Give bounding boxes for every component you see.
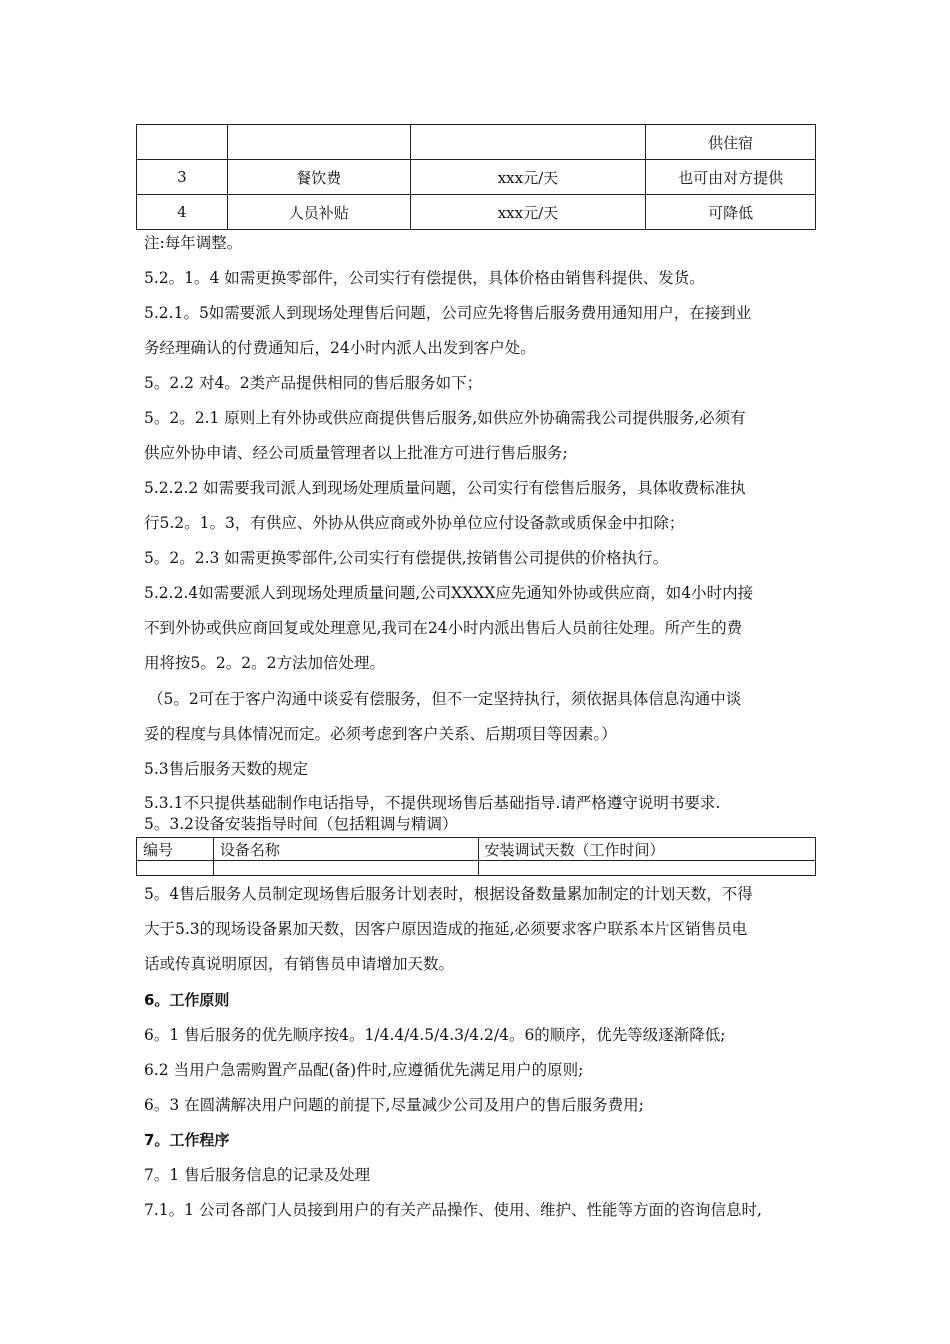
fee-table: [136, 124, 816, 230]
paragraph-line: 5.2。1。4 如需更换零部件，公司实行有偿提供，具体价格由销售科提供、发货。: [144, 269, 705, 287]
paragraph-line: 供应外协申请、经公司质量管理者以上批准方可进行售后服务;: [144, 444, 568, 462]
table-header-row: [137, 838, 816, 861]
paragraph-line: 妥的程度与具体情况而定。必须考虑到客户关系、后期项目等因素。）: [144, 725, 617, 743]
table-cell: [478, 861, 816, 876]
table-cell: [137, 125, 228, 160]
paragraph-line: 5.2.1。5如需要派人到现场处理售后问题，公司应先将售后服务费用通知用户，在接到业: [144, 304, 752, 322]
table-cell: 也可由对方提供: [646, 160, 816, 195]
table-row: [137, 195, 816, 230]
paragraph-line: 5.2.2.2 如需要我司派人到现场处理质量问题，公司实行有偿售后服务，具体收费标准执: [144, 479, 746, 497]
paragraph-line: 用将按5。2。2。2方法加倍处理。: [144, 654, 385, 672]
section-title: 5.3售后服务天数的规定: [144, 760, 309, 778]
paragraph-line: 5。2。2.1 原则上有外协或供应商提供售后服务,如供应外协确需我公司提供服务,必须有: [144, 409, 746, 427]
install-days-table: [136, 837, 816, 876]
paragraph-line: 5。2。2.3 如需更换零部件,公司实行有偿提供,按销售公司提供的价格执行。: [144, 549, 669, 567]
section-heading: 7。工作程序: [144, 1131, 230, 1149]
table-cell: 3: [137, 160, 228, 195]
paragraph-line: 5。4售后服务人员制定现场售后服务计划表时，根据设备数量累加制定的计划天数，不得: [144, 885, 753, 903]
table-header-cell: 编号: [137, 838, 214, 861]
paragraph-line: 6.2 当用户急需购置产品配(备)件时,应遵循优先满足用户的原则;: [144, 1061, 584, 1079]
paragraph-line: 5。2.2 对4。2类产品提供相同的售后服务如下；: [144, 374, 483, 392]
table-header-cell: 设备名称: [213, 838, 478, 861]
table-cell: 餐饮费: [227, 160, 410, 195]
table-cell: [410, 125, 646, 160]
section-heading: 6。工作原则: [144, 991, 230, 1009]
paragraph-line: 大于5.3的现场设备累加天数，因客户原因造成的拖延,必须要求客户联系本片区销售员电: [144, 920, 748, 938]
paragraph-line: 5.3.1不只提供基础制作电话指导，不提供现场售后基础指导.请严格遵守说明书要求.: [144, 794, 721, 812]
paragraph-line: 务经理确认的付费通知后，24小时内派人出发到客户处。: [144, 339, 536, 357]
note-line: 注:每年调整。: [144, 234, 243, 252]
paragraph-line: 6。1 售后服务的优先顺序按4。1/4.4/4.5/4.3/4.2/4。6的顺序，优先等级逐渐降低;: [144, 1026, 726, 1044]
paragraph-line: 行5.2。1。3，有供应、外协从供应商或外协单位应付设备款或质保金中扣除；: [144, 514, 685, 532]
table-cell: [213, 861, 478, 876]
paragraph-line: 6。3 在圆满解决用户问题的前提下,尽量减少公司及用户的售后服务费用;: [144, 1096, 644, 1114]
table-cell: xxx元/天: [410, 195, 646, 230]
table-row: [137, 125, 816, 160]
table-cell: 4: [137, 195, 228, 230]
table-cell: [227, 125, 410, 160]
paragraph-line: 不到外协或供应商回复或处理意见,我司在24小时内派出售后人员前往处理。所产生的费: [144, 619, 743, 637]
paragraph-line: 7。1 售后服务信息的记录及处理: [144, 1166, 371, 1184]
table-cell: [137, 861, 214, 876]
paragraph-line: 5。3.2设备安装指导时间（包括粗调与精调）: [144, 815, 458, 833]
table-cell: 供住宿: [646, 125, 816, 160]
table-cell: xxx元/天: [410, 160, 646, 195]
paragraph-line: （5。2可在于客户沟通中谈妥有偿服务，但不一定坚持执行，须依据具体信息沟通中谈: [148, 690, 742, 708]
table-cell: 可降低: [646, 195, 816, 230]
table-cell: 人员补贴: [227, 195, 410, 230]
table-row: [137, 160, 816, 195]
paragraph-line: 5.2.2.4如需要派人到现场处理质量问题,公司XXXX应先通知外协或供应商，如4小时内接: [144, 584, 754, 602]
table-header-cell: 安装调试天数（工作时间）: [478, 838, 816, 861]
paragraph-line: 话或传真说明原因，有销售员申请增加天数。: [144, 955, 455, 973]
table-row: [137, 861, 816, 876]
paragraph-line: 7.1。1 公司各部门人员接到用户的有关产品操作、使用、维护、性能等方面的咨询信息时,: [144, 1201, 762, 1219]
